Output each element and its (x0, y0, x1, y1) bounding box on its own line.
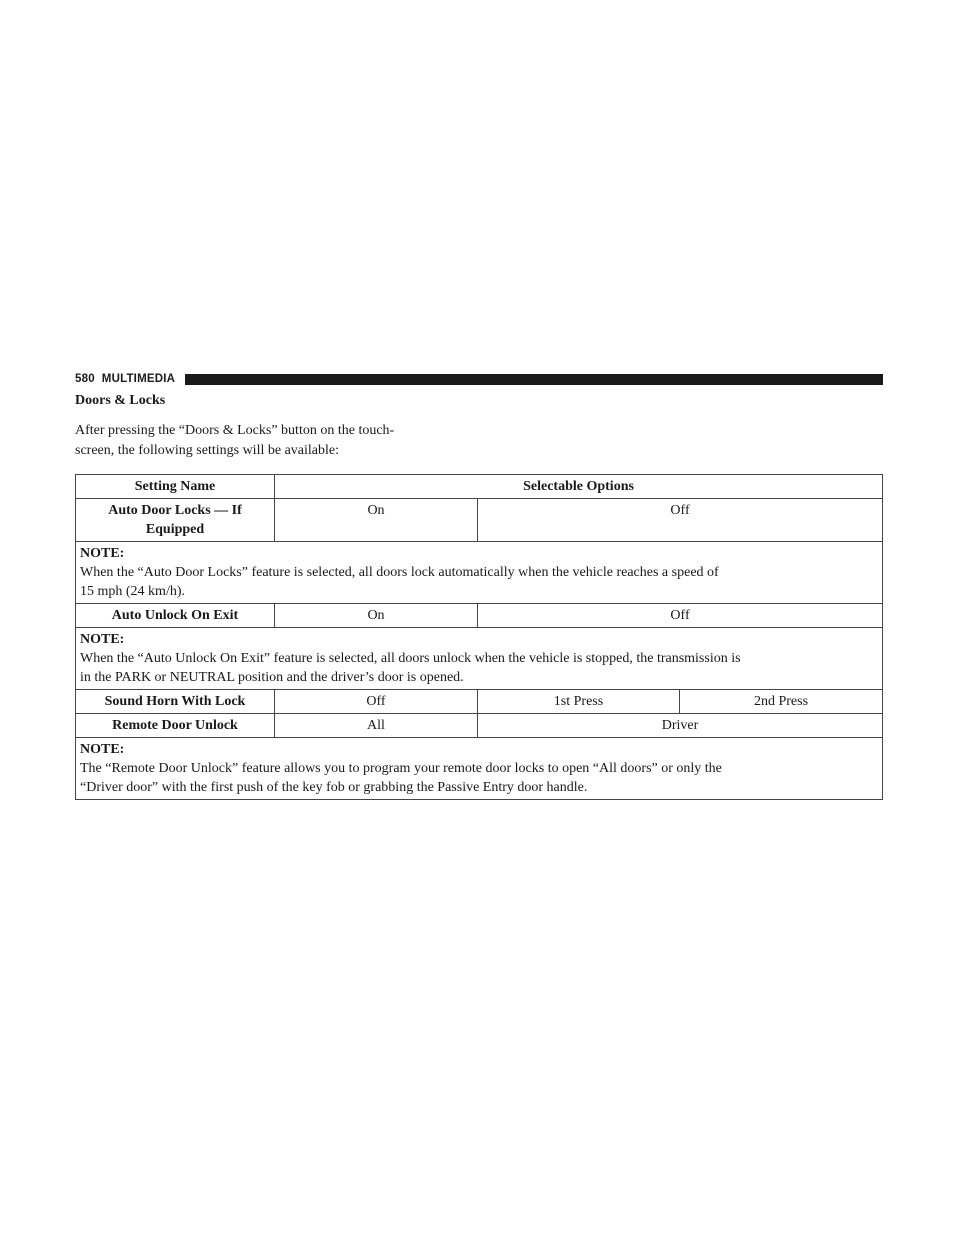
setting-name-line: Auto Door Locks — If (108, 503, 242, 518)
header-selectable-options: Selectable Options (275, 475, 883, 499)
note-label: NOTE: (80, 742, 125, 757)
settings-table (75, 474, 883, 800)
table-row-auto-door-locks (76, 499, 883, 542)
note-cell (76, 628, 883, 690)
intro-paragraph (75, 421, 495, 461)
page-number: 580 (75, 373, 95, 385)
option-cell: All (275, 714, 478, 738)
setting-name-line: Equipped (145, 522, 205, 537)
note-text: in the PARK or NEUTRAL position and the driver’s door is opened. (80, 670, 464, 685)
note-text: 15 mph (24 km/h). (80, 584, 185, 599)
option-cell: 2nd Press (680, 690, 883, 714)
page-header (75, 372, 883, 386)
setting-name-cell: Auto Unlock On Exit (76, 604, 275, 628)
table-row-remote-unlock (76, 714, 883, 738)
table-note-row (76, 628, 883, 690)
note-label: NOTE: (80, 546, 125, 561)
option-cell: Off (478, 604, 883, 628)
intro-line: screen, the following settings will be available: (75, 443, 339, 458)
option-cell: Driver (478, 714, 883, 738)
note-cell (76, 542, 883, 604)
option-cell: Off (478, 499, 883, 542)
option-cell: 1st Press (478, 690, 680, 714)
note-text: When the “Auto Unlock On Exit” feature is selected, all doors unlock when the vehicle is stopped, the transmission is (80, 651, 741, 666)
table-header-row (76, 475, 883, 499)
option-cell: Off (275, 690, 478, 714)
section-heading: Doors & Locks (75, 393, 166, 408)
table-note-row (76, 738, 883, 800)
intro-line: After pressing the “Doors & Locks” button on the touch- (75, 423, 395, 438)
header-setting-name: Setting Name (76, 475, 275, 499)
note-text: “Driver door” with the first push of the key fob or grabbing the Passive Entry door handle. (80, 780, 588, 795)
note-label: NOTE: (80, 632, 125, 647)
setting-name-cell (76, 499, 275, 542)
note-text: The “Remote Door Unlock” feature allows you to program your remote door locks to open “All doors” or only the (80, 761, 722, 776)
table-note-row (76, 542, 883, 604)
setting-name-cell: Remote Door Unlock (76, 714, 275, 738)
header-rule (185, 374, 883, 385)
note-cell (76, 738, 883, 800)
setting-name-cell: Sound Horn With Lock (76, 690, 275, 714)
note-text: When the “Auto Door Locks” feature is selected, all doors lock automatically when the vehicle reaches a speed of (80, 565, 719, 580)
table-row-sound-horn (76, 690, 883, 714)
section-title: MULTIMEDIA (101, 373, 176, 385)
table-row-auto-unlock (76, 604, 883, 628)
option-cell: On (275, 499, 478, 542)
option-cell: On (275, 604, 478, 628)
